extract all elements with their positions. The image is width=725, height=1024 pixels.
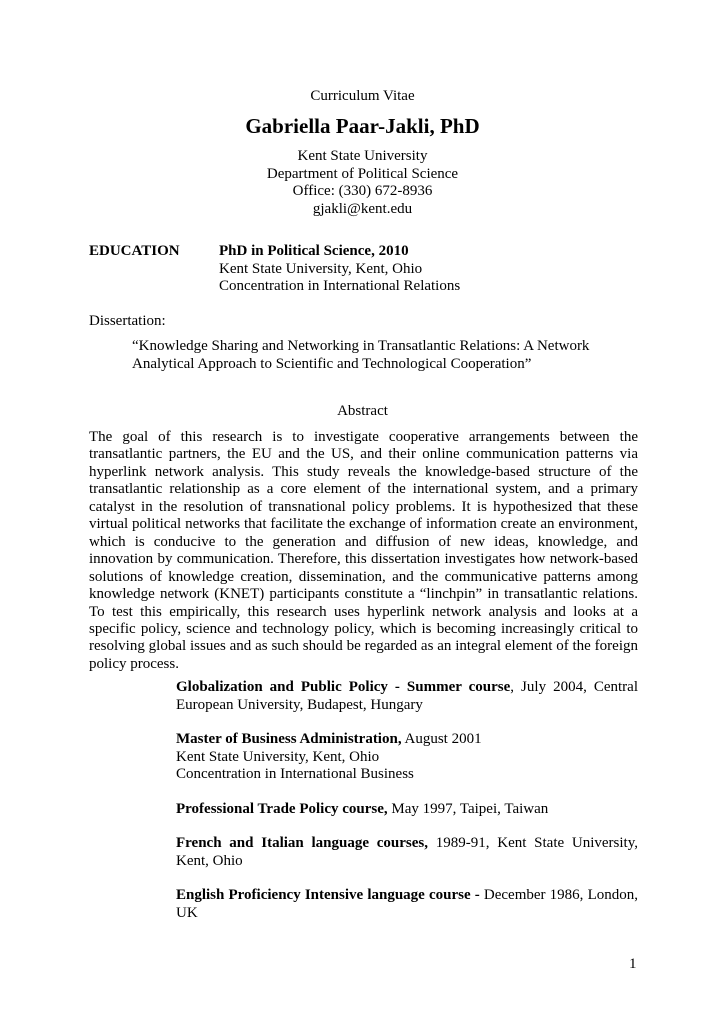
education-entry: [176, 887, 638, 922]
phd-degree: PhD in Political Science, 2010: [219, 243, 409, 259]
contact-office-phone: Office: (330) 672-8936: [292, 183, 433, 199]
entry-line: Kent State University, Kent, Ohio: [176, 748, 380, 765]
contact-block: [0, 148, 725, 218]
abstract-text: The goal of this research is to investigate cooperative arrangements between the transatlantic partners, the EU and the US, and their online communication patterns via hyperlink network analysis. This study reveals the knowledge-based structure of the transatlantic relationship as a core element of the international system, and a primary catalyst in the resolution of transnational policy problems. It is hypothesized that these virtual political networks that facilitate the exchange of information create an environment, which is conducive to the generation and diffusion of new ideas, knowledge, and innovation by communication. Therefore, this dissertation investigates how network-based solutions of knowledge creation, dissemination, and the communicative patterns among knowledge network (KNET) participants constitute a “linchpin” in transatlantic relations. To test this empirically, this research uses hyperlink network analysis and looks at a specific policy, science and technology policy, which is becoming increasingly critical to resolving global issues and as such should be regarded as an integral element of the foreign policy process.: [89, 429, 638, 672]
education-entries: [176, 679, 638, 939]
person-name: Gabriella Paar-Jakli, PhD: [245, 114, 480, 138]
page-number: 1: [629, 956, 637, 972]
contact-email: gjakli@kent.edu: [312, 200, 413, 217]
entry-title: English Proficiency Intensive language course -: [176, 887, 480, 903]
abstract-heading: Abstract: [337, 403, 388, 419]
education-heading: EDUCATION: [89, 243, 180, 259]
education-entry: [176, 801, 638, 819]
entry-details: December 1986, London, UK: [176, 887, 638, 921]
dissertation-title: “Knowledge Sharing and Networking in Transatlantic Relations: A Network Analytical Approach to Scientific and Technological Cooperation”: [132, 338, 590, 372]
phd-institution: Kent State University, Kent, Ohio: [219, 260, 423, 277]
entry-details: , July 2004, Central European University, Budapest, Hungary: [176, 679, 638, 713]
dissertation-label: Dissertation:: [89, 313, 166, 329]
entry-details: 1989-91, Kent State University, Kent, Ohio: [176, 835, 638, 869]
entry-line: Concentration in International Business: [176, 766, 414, 782]
entry-details: May 1997, Taipei, Taiwan: [387, 800, 549, 817]
education-entry: [176, 679, 638, 714]
entry-title: French and Italian language courses,: [176, 835, 428, 851]
contact-department: Department of Political Science: [266, 165, 459, 182]
education-entry: [176, 731, 638, 784]
document-label: Curriculum Vitae: [310, 88, 415, 104]
phd-concentration: Concentration in International Relations: [219, 278, 461, 294]
education-entry: [176, 835, 638, 870]
education-phd: [219, 243, 460, 296]
entry-title: Professional Trade Policy course,: [176, 800, 388, 817]
entry-title: Master of Business Administration,: [176, 731, 402, 747]
entry-title: Globalization and Public Policy - Summer course: [176, 679, 511, 695]
entry-details: August 2001: [401, 731, 482, 747]
contact-university: Kent State University: [297, 148, 428, 164]
